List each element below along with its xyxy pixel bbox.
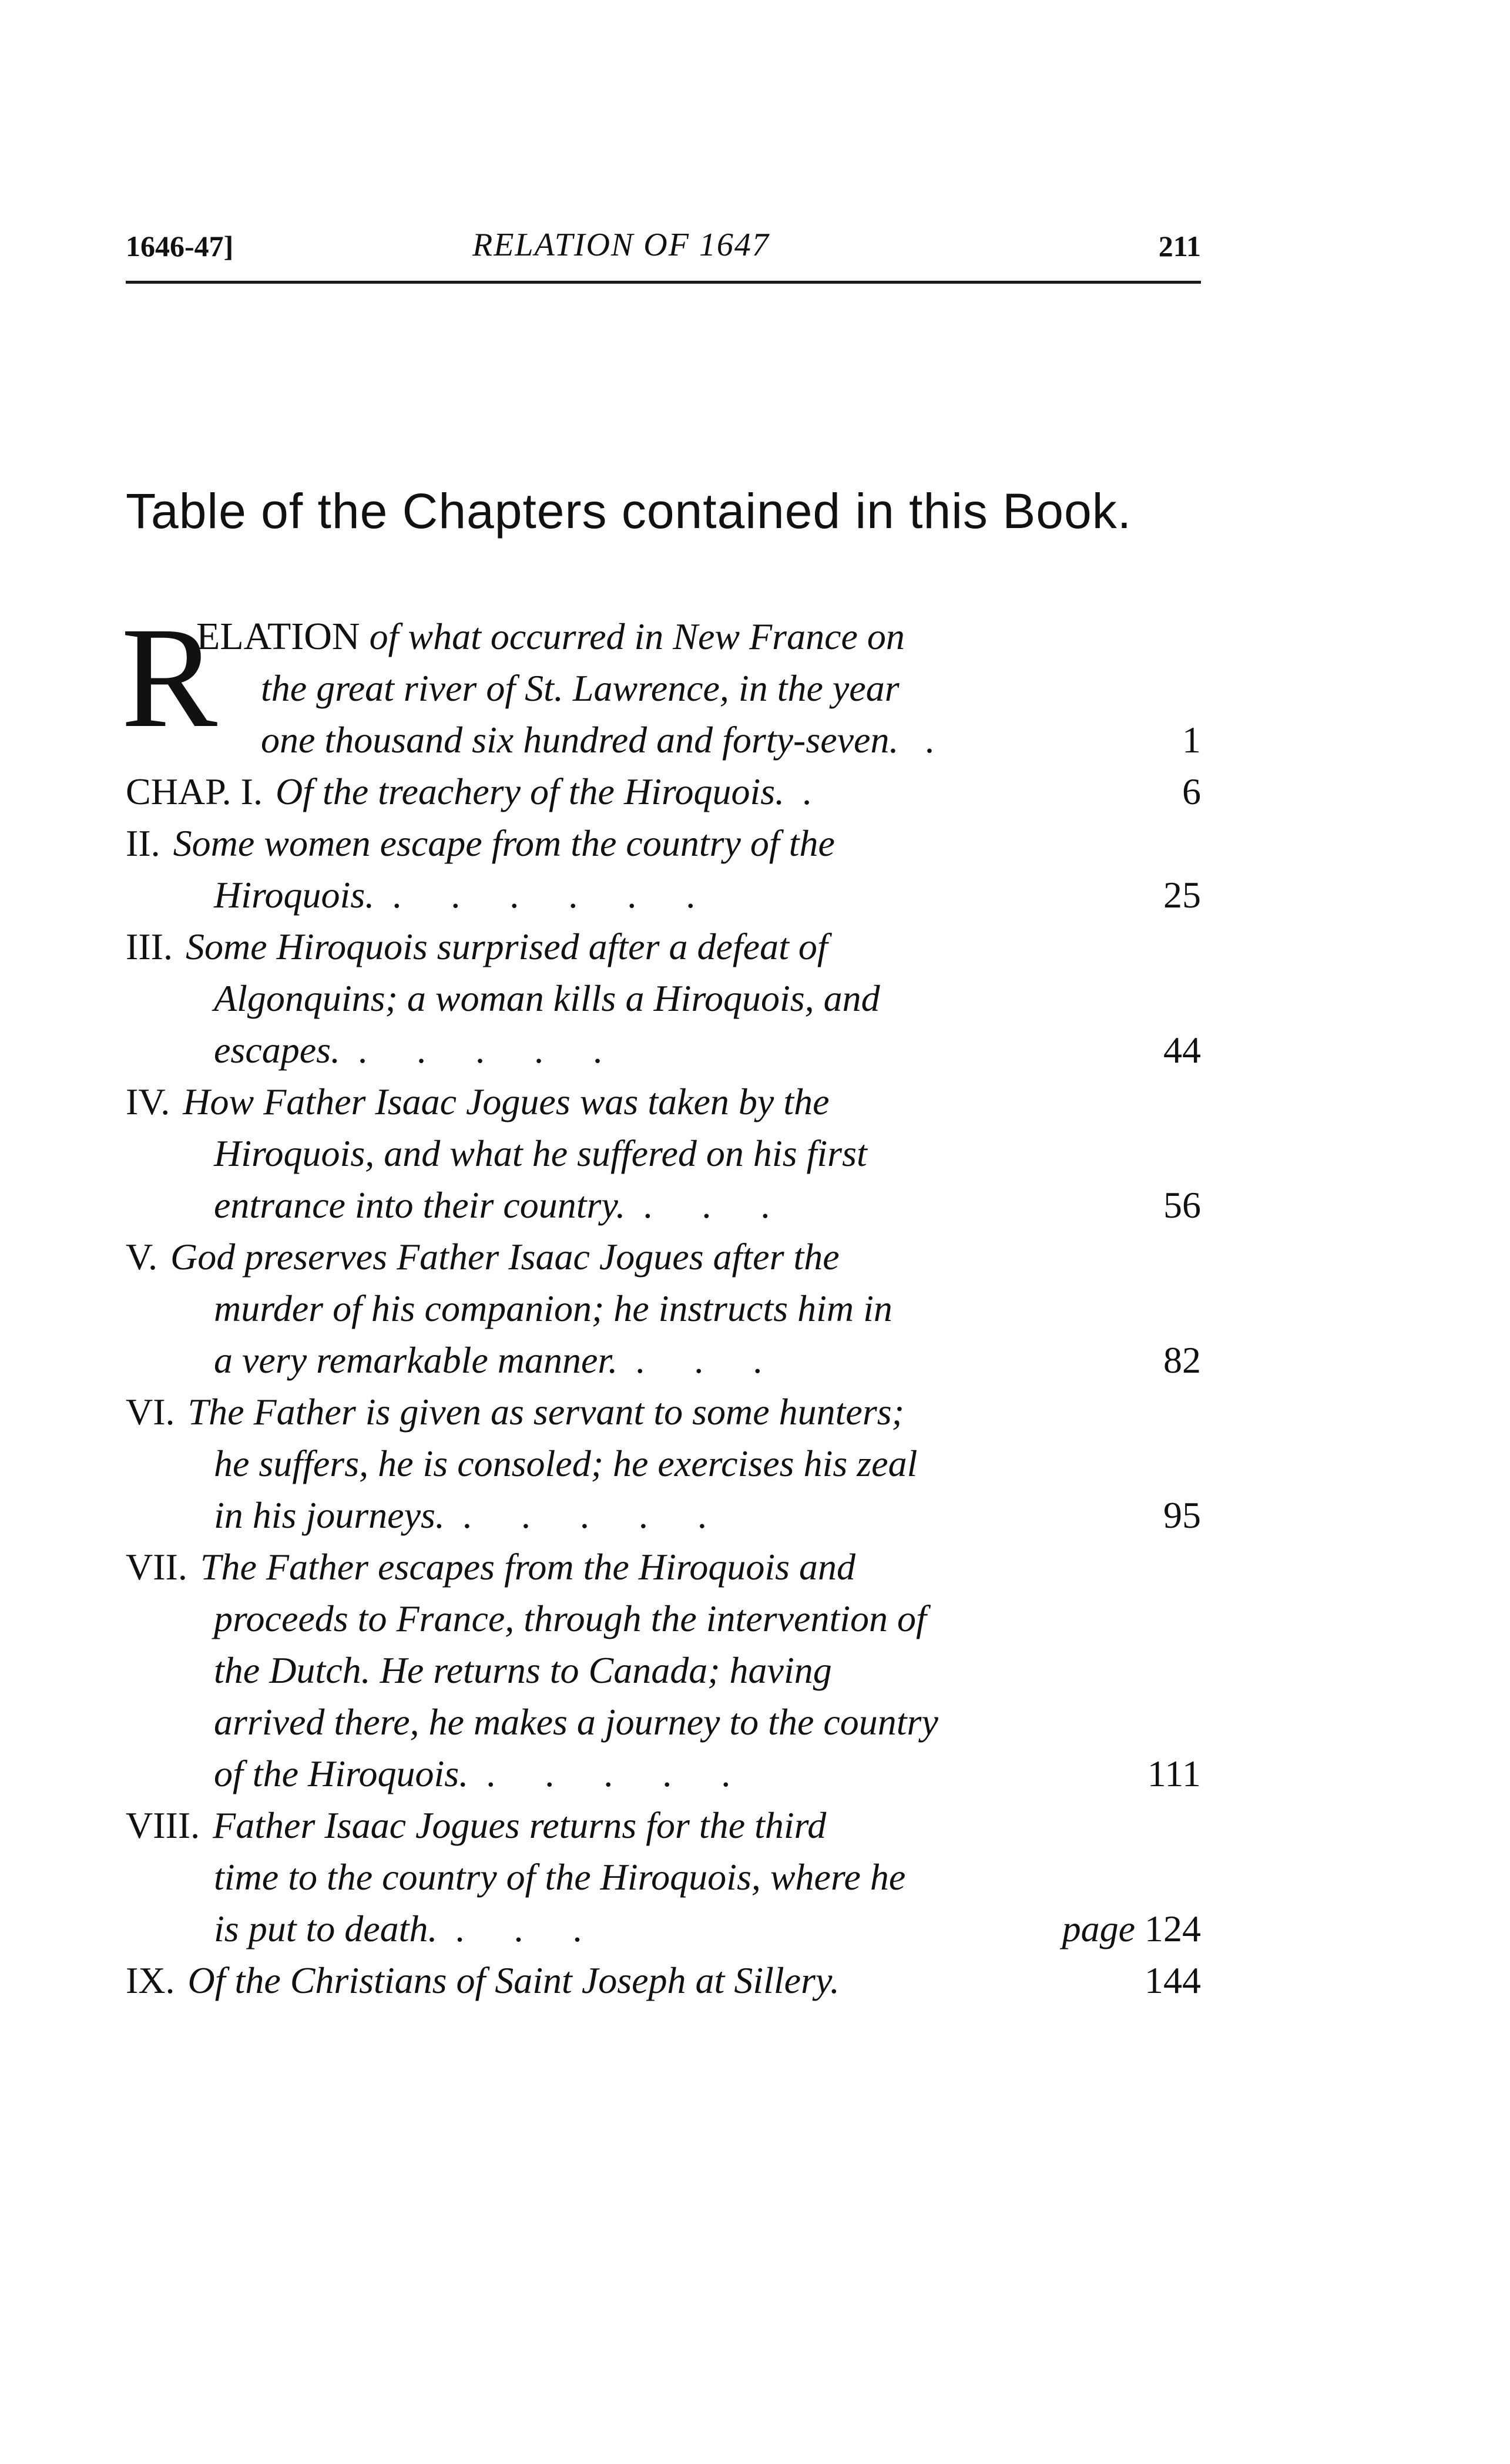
toc-entry-chapter xyxy=(126,1076,1201,1231)
chapter-title-text: Some women escape from the country of the xyxy=(173,822,835,864)
chapter-title-text: God preserves Father Isaac Jogues after the xyxy=(170,1236,840,1278)
page-number-value: 111 xyxy=(1147,1753,1201,1794)
chapter-line xyxy=(126,1386,1201,1438)
page-number-value: 82 xyxy=(1163,1339,1201,1381)
chapter-line xyxy=(126,1490,1201,1541)
chapter-line xyxy=(126,818,1201,869)
chapter-line xyxy=(126,1076,1201,1128)
chapter-title-text: Algonquins; a woman kills a Hiroquois, and xyxy=(214,977,880,1019)
leader-dots: ... xyxy=(643,1184,820,1226)
chapter-title-text: entrance into their country. xyxy=(214,1184,626,1226)
chapter-line xyxy=(126,1645,1201,1696)
header-rule xyxy=(126,281,1201,284)
chapter-title-text: The Father is given as servant to some hunters; xyxy=(187,1391,904,1433)
chapter-line xyxy=(126,973,1201,1024)
chapter-title-text: arrived there, he makes a journey to the country xyxy=(214,1701,938,1743)
chapter-title-text: Some Hiroquois surprised after a defeat of xyxy=(185,926,828,967)
relation-line-2: the great river of St. Lawrence, in the year xyxy=(261,667,900,709)
toc-page-number xyxy=(1145,1955,1201,2006)
toc-entry-chapter xyxy=(126,921,1201,1076)
chapter-title-text: proceeds to France, through the intervention of xyxy=(214,1598,927,1639)
chapter-line xyxy=(126,1128,1201,1179)
chapter-title-text: of the Hiroquois. xyxy=(214,1753,469,1794)
chapter-title-text: Of the treachery of the Hiroquois. xyxy=(275,771,785,812)
page-number-value: 95 xyxy=(1163,1494,1201,1536)
chapter-line xyxy=(126,1231,1201,1283)
chapter-title-text: Hiroquois, and what he suffered on his first xyxy=(214,1132,867,1174)
leader-dots: . xyxy=(925,719,985,761)
chapter-line xyxy=(126,1593,1201,1645)
relation-line-1-text: of what occurred in New France on xyxy=(369,616,905,657)
chapter-line xyxy=(126,1955,1201,2006)
chapter-label: IV. xyxy=(126,1081,170,1122)
toc-entry-chapter xyxy=(126,1800,1201,1955)
chapter-line xyxy=(126,1283,1201,1334)
toc-entry-chapter xyxy=(126,1231,1201,1386)
chapter-label: VII. xyxy=(126,1546,187,1588)
leader-dots: ..... xyxy=(462,1494,756,1536)
page-number-value: 144 xyxy=(1145,1959,1201,2001)
chapter-title-text: a very remarkable manner. xyxy=(214,1339,618,1381)
toc-entry-relation xyxy=(121,598,1201,766)
leader-dots: ..... xyxy=(486,1753,780,1794)
chapter-label: VIII. xyxy=(126,1804,200,1846)
chapter-label: II. xyxy=(126,822,160,864)
running-header xyxy=(126,223,1201,270)
toc-page-number xyxy=(1147,1748,1201,1800)
chapter-title-text: time to the country of the Hiroquois, where he xyxy=(214,1856,906,1898)
header-page-number: 211 xyxy=(1158,230,1201,263)
page-number-value: 25 xyxy=(1163,874,1201,916)
leader-dots: . xyxy=(802,771,861,812)
chapter-line xyxy=(126,1541,1201,1593)
chapter-line xyxy=(126,1024,1201,1076)
toc-entry-chapter xyxy=(126,1541,1201,1800)
chapter-line xyxy=(126,1334,1201,1386)
chapter-label: CHAP. I. xyxy=(126,771,263,812)
chapter-title-text: murder of his companion; he instructs him in xyxy=(214,1288,892,1329)
chapter-title-text: the Dutch. He returns to Canada; having xyxy=(214,1649,832,1691)
toc-title: Table of the Chapters contained in this Book. xyxy=(126,483,1132,539)
toc-page-number xyxy=(1163,1179,1201,1231)
toc-page-number xyxy=(1163,869,1201,921)
toc-entry-chapter xyxy=(126,1955,1201,2006)
chapter-title-text: Of the Christians of Saint Joseph at Sillery. xyxy=(187,1959,840,2001)
page-prefix: page xyxy=(1062,1908,1135,1949)
page-number-value: 56 xyxy=(1163,1184,1201,1226)
relation-line-3 xyxy=(261,714,1201,766)
chapter-line xyxy=(126,1696,1201,1748)
toc-entry-chapter xyxy=(126,766,1201,818)
toc-page-number xyxy=(1062,1903,1201,1955)
chapter-title-text: The Father escapes from the Hiroquois and xyxy=(200,1546,855,1588)
chapter-line xyxy=(126,766,1201,818)
header-date-range: 1646-47] xyxy=(126,230,234,263)
toc-page-number xyxy=(1163,1334,1201,1386)
leader-dots: ...... xyxy=(392,874,745,916)
chapter-title-text: escapes. xyxy=(214,1029,341,1071)
relation-line-1 xyxy=(196,611,1201,663)
page-number-value: 44 xyxy=(1163,1029,1201,1071)
toc-page-number xyxy=(1163,1490,1201,1541)
header-title: RELATION OF 1647 xyxy=(472,227,770,263)
chapter-title-text: he suffers, he is consoled; he exercises his zeal xyxy=(214,1443,918,1484)
toc-entry-chapter xyxy=(126,818,1201,921)
leader-dots: ... xyxy=(455,1908,632,1949)
relation-line-3-text: one thousand six hundred and forty-seven. xyxy=(261,719,899,761)
toc-entry-chapter xyxy=(126,1386,1201,1541)
toc-page-number xyxy=(1163,1024,1201,1076)
chapter-title-text: Hiroquois. xyxy=(214,874,375,916)
toc-page-number: 1 xyxy=(1182,719,1201,761)
chapter-label: V. xyxy=(126,1236,157,1278)
chapter-label: VI. xyxy=(126,1391,175,1433)
toc-entries xyxy=(121,598,1201,2006)
chapter-line xyxy=(126,1800,1201,1851)
toc-page-number xyxy=(1182,766,1201,818)
chapter-line xyxy=(126,1851,1201,1903)
chapter-line xyxy=(126,921,1201,973)
leader-dots: ..... xyxy=(358,1029,652,1071)
page-number-value: 124 xyxy=(1145,1908,1201,1949)
drop-cap: R xyxy=(121,598,218,758)
chapter-label: III. xyxy=(126,926,173,967)
chapter-list xyxy=(126,766,1201,2006)
chapter-label: IX. xyxy=(126,1959,175,2001)
chapter-title-text: How Father Isaac Jogues was taken by the xyxy=(183,1081,830,1122)
chapter-title-text: in his journeys. xyxy=(214,1494,445,1536)
chapter-line xyxy=(126,869,1201,921)
chapter-line xyxy=(126,1438,1201,1490)
chapter-line xyxy=(126,1179,1201,1231)
chapter-title-text: is put to death. xyxy=(214,1908,438,1949)
chapter-line xyxy=(126,1748,1201,1800)
page-number-value: 6 xyxy=(1182,771,1201,812)
leader-dots: ... xyxy=(635,1339,812,1381)
relation-head: ELATION xyxy=(196,615,360,658)
chapter-line xyxy=(126,1903,1201,1955)
chapter-title-text: Father Isaac Jogues returns for the third xyxy=(213,1804,827,1846)
